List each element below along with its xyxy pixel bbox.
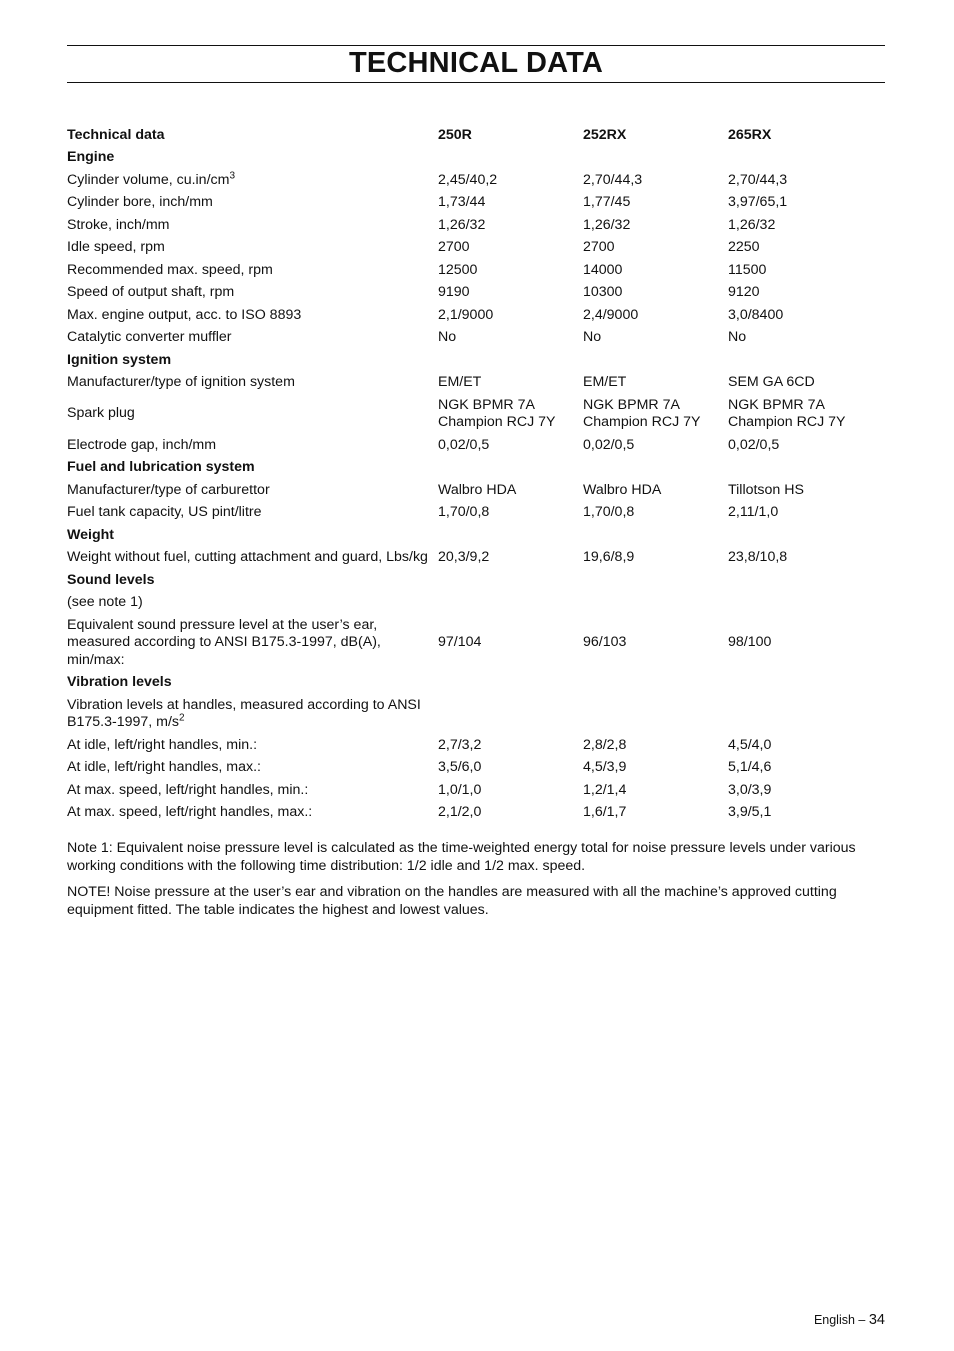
section-heading-row xyxy=(67,672,885,695)
column-header: 252RX xyxy=(583,126,627,143)
value-cell: 3,0/3,9 xyxy=(728,781,772,798)
row-label-text: Equivalent sound pressure level at the user’s ear, measured according to ANSI B175.3-1997, dB(A), min/max: xyxy=(67,616,381,668)
value-cell: Tillotson HS xyxy=(728,481,804,498)
value-cell: 3,97/65,1 xyxy=(728,194,788,210)
value-cell: 23,8/10,8 xyxy=(728,549,788,565)
table-row xyxy=(67,327,885,350)
column-header: Technical data xyxy=(67,126,165,143)
row-label xyxy=(67,327,438,350)
section-heading: Vibration levels xyxy=(67,674,172,690)
row-label xyxy=(67,502,438,525)
column-header: 265RX xyxy=(728,126,772,143)
value-cell: EM/ET xyxy=(438,374,482,390)
row-label xyxy=(67,169,438,192)
technical-data-table xyxy=(67,124,885,824)
value-cell: 2,11/1,0 xyxy=(728,504,779,520)
row-label-text: Recommended max. speed, rpm xyxy=(67,261,273,278)
value-cell: 2,1/9000 xyxy=(438,306,494,323)
section-heading: Weight xyxy=(67,526,115,543)
title-band xyxy=(67,45,885,83)
value-cell: 19,6/8,9 xyxy=(583,549,635,565)
value-cell: 1,73/44 xyxy=(438,194,486,210)
unit-superscript: 3 xyxy=(229,169,235,181)
page-number: 34 xyxy=(868,1312,885,1328)
row-label-text: Vibration levels at handles, measured according to ANSI B175.3-1997, m/s xyxy=(67,696,421,730)
value-cell xyxy=(728,592,885,615)
value-cell: No xyxy=(583,329,602,345)
value-cell: 2250 xyxy=(728,239,760,255)
row-label-text: At idle, left/right handles, min.: xyxy=(67,736,258,753)
table-row xyxy=(67,282,885,305)
row-label xyxy=(67,802,438,825)
table-row xyxy=(67,694,885,734)
row-label-text: Spark plug xyxy=(67,405,135,422)
table-row xyxy=(67,192,885,215)
section-heading: Engine xyxy=(67,149,115,165)
value-cell: 10300 xyxy=(583,284,623,300)
unit-superscript: 2 xyxy=(179,712,185,724)
section-heading: Fuel and lubrication system xyxy=(67,459,255,475)
section-heading-row xyxy=(67,147,885,170)
value-cell: NGK BPMR 7A Champion RCJ 7Y xyxy=(728,396,846,430)
notes xyxy=(67,840,885,928)
footer-dash: – xyxy=(858,1313,866,1327)
value-cell: 2,8/2,8 xyxy=(583,736,627,753)
row-label-text: Fuel tank capacity, US pint/litre xyxy=(67,504,262,520)
row-label xyxy=(67,694,438,734)
table-row xyxy=(67,757,885,780)
row-label-text: Speed of output shaft, rpm xyxy=(67,284,235,300)
row-label xyxy=(67,394,438,434)
value-cell: No xyxy=(728,329,747,345)
section-heading-row xyxy=(67,524,885,547)
row-label xyxy=(67,214,438,237)
value-cell: 1,77/45 xyxy=(583,194,631,210)
value-cell: 11500 xyxy=(728,261,767,278)
value-cell: 1,6/1,7 xyxy=(583,804,627,820)
row-label-text: Weight without fuel, cutting attachment and guard, Lbs/kg xyxy=(67,549,428,565)
row-label-text: Idle speed, rpm xyxy=(67,239,165,255)
value-cell: 9190 xyxy=(438,284,470,300)
table-row xyxy=(67,479,885,502)
value-cell: 1,70/0,8 xyxy=(583,504,635,520)
value-cell: 96/103 xyxy=(583,634,627,650)
section-heading-row xyxy=(67,569,885,592)
row-label xyxy=(67,479,438,502)
value-cell: 98/100 xyxy=(728,634,772,650)
value-cell: SEM GA 6CD xyxy=(728,374,815,390)
value-cell: 0,02/0,5 xyxy=(728,436,780,453)
table-header-row xyxy=(67,124,885,147)
row-label-text: Manufacturer/type of carburettor xyxy=(67,481,270,498)
value-cell: 5,1/4,6 xyxy=(728,759,772,775)
footer-language: English xyxy=(813,1313,855,1327)
table-row xyxy=(67,169,885,192)
value-cell: 0,02/0,5 xyxy=(583,436,635,453)
row-label-text: At max. speed, left/right handles, min.: xyxy=(67,781,309,798)
value-cell: 20,3/9,2 xyxy=(438,549,490,565)
value-cell: 2,7/3,2 xyxy=(438,736,482,753)
table-row xyxy=(67,237,885,260)
value-cell: 12500 xyxy=(438,261,478,278)
row-label-text: At max. speed, left/right handles, max.: xyxy=(67,804,313,820)
table-row xyxy=(67,547,885,570)
row-label-text: Catalytic converter muffler xyxy=(67,329,232,345)
row-label xyxy=(67,304,438,327)
table-row xyxy=(67,259,885,282)
value-cell: 1,2/1,4 xyxy=(583,781,627,798)
value-cell: Walbro HDA xyxy=(438,481,517,498)
value-cell: 2,45/40,2 xyxy=(438,171,498,188)
value-cell: 1,26/32 xyxy=(728,216,776,233)
value-cell: 2,4/9000 xyxy=(583,306,639,323)
row-label xyxy=(67,734,438,757)
value-cell xyxy=(583,694,728,734)
row-label xyxy=(67,547,438,570)
section-heading-row xyxy=(67,457,885,480)
value-cell: 3,9/5,1 xyxy=(728,804,772,820)
table-row xyxy=(67,214,885,237)
table-row xyxy=(67,372,885,395)
value-cell: 2700 xyxy=(583,239,615,255)
row-label xyxy=(67,779,438,802)
table-row xyxy=(67,734,885,757)
value-cell: 97/104 xyxy=(438,634,482,650)
value-cell: 14000 xyxy=(583,261,623,278)
section-heading: Sound levels xyxy=(67,571,155,588)
value-cell: 4,5/4,0 xyxy=(728,736,772,753)
column-header: 250R xyxy=(438,126,472,143)
value-cell: Walbro HDA xyxy=(583,481,662,498)
value-cell: 2,70/44,3 xyxy=(728,171,788,188)
value-cell: 4,5/3,9 xyxy=(583,759,627,775)
row-label xyxy=(67,757,438,780)
row-label xyxy=(67,259,438,282)
row-label-text: Cylinder volume, cu.in/cm xyxy=(67,171,230,188)
row-label-text: Cylinder bore, inch/mm xyxy=(67,194,213,210)
table-row xyxy=(67,802,885,825)
value-cell xyxy=(728,694,885,734)
table-row xyxy=(67,502,885,525)
row-label xyxy=(67,614,438,672)
value-cell: NGK BPMR 7A Champion RCJ 7Y xyxy=(583,396,701,430)
table-row xyxy=(67,434,885,457)
value-cell: 3,0/8400 xyxy=(728,306,784,323)
value-cell: No xyxy=(438,329,457,345)
table-row xyxy=(67,394,885,434)
page-footer xyxy=(814,1312,885,1328)
table-row xyxy=(67,592,885,615)
value-cell: EM/ET xyxy=(583,374,627,390)
note-2: NOTE! Noise pressure at the user’s ear and vibration on the handles are measured with all the machine’s approved cutting equipment fitted. The table indicates the highest and lowest values. xyxy=(67,884,837,918)
value-cell: 1,0/1,0 xyxy=(438,781,482,798)
row-label-text: Max. engine output, acc. to ISO 8893 xyxy=(67,306,302,323)
section-heading: Ignition system xyxy=(67,351,172,368)
value-cell xyxy=(583,592,728,615)
row-label-text: Electrode gap, inch/mm xyxy=(67,436,217,453)
table-row xyxy=(67,614,885,672)
value-cell: 2,1/2,0 xyxy=(438,804,482,820)
section-heading-row xyxy=(67,349,885,372)
note-1: Note 1: Equivalent noise pressure level is calculated as the time-weighted energy total for noise pressure levels under various working conditions with the following time distribution: 1/2 idle and 1/2 max. speed. xyxy=(67,840,856,874)
row-label xyxy=(67,282,438,305)
value-cell xyxy=(438,592,583,615)
row-label xyxy=(67,237,438,260)
value-cell: 3,5/6,0 xyxy=(438,759,482,775)
value-cell: 1,70/0,8 xyxy=(438,504,490,520)
value-cell: 2700 xyxy=(438,239,470,255)
row-label-text: At idle, left/right handles, max.: xyxy=(67,759,261,775)
value-cell: 0,02/0,5 xyxy=(438,436,490,453)
value-cell: NGK BPMR 7A Champion RCJ 7Y xyxy=(438,396,556,430)
row-label xyxy=(67,192,438,215)
table-row xyxy=(67,779,885,802)
page-title: TECHNICAL DATA xyxy=(348,47,604,79)
value-cell: 1,26/32 xyxy=(583,216,631,233)
row-label-text: (see note 1) xyxy=(67,594,143,610)
value-cell: 2,70/44,3 xyxy=(583,171,643,188)
value-cell xyxy=(438,694,583,734)
row-label xyxy=(67,372,438,395)
row-label-text: Stroke, inch/mm xyxy=(67,216,170,233)
table-row xyxy=(67,304,885,327)
value-cell: 1,26/32 xyxy=(438,216,486,233)
value-cell: 9120 xyxy=(728,284,760,300)
row-label xyxy=(67,592,438,615)
row-label-text: Manufacturer/type of ignition system xyxy=(67,374,295,390)
row-label xyxy=(67,434,438,457)
